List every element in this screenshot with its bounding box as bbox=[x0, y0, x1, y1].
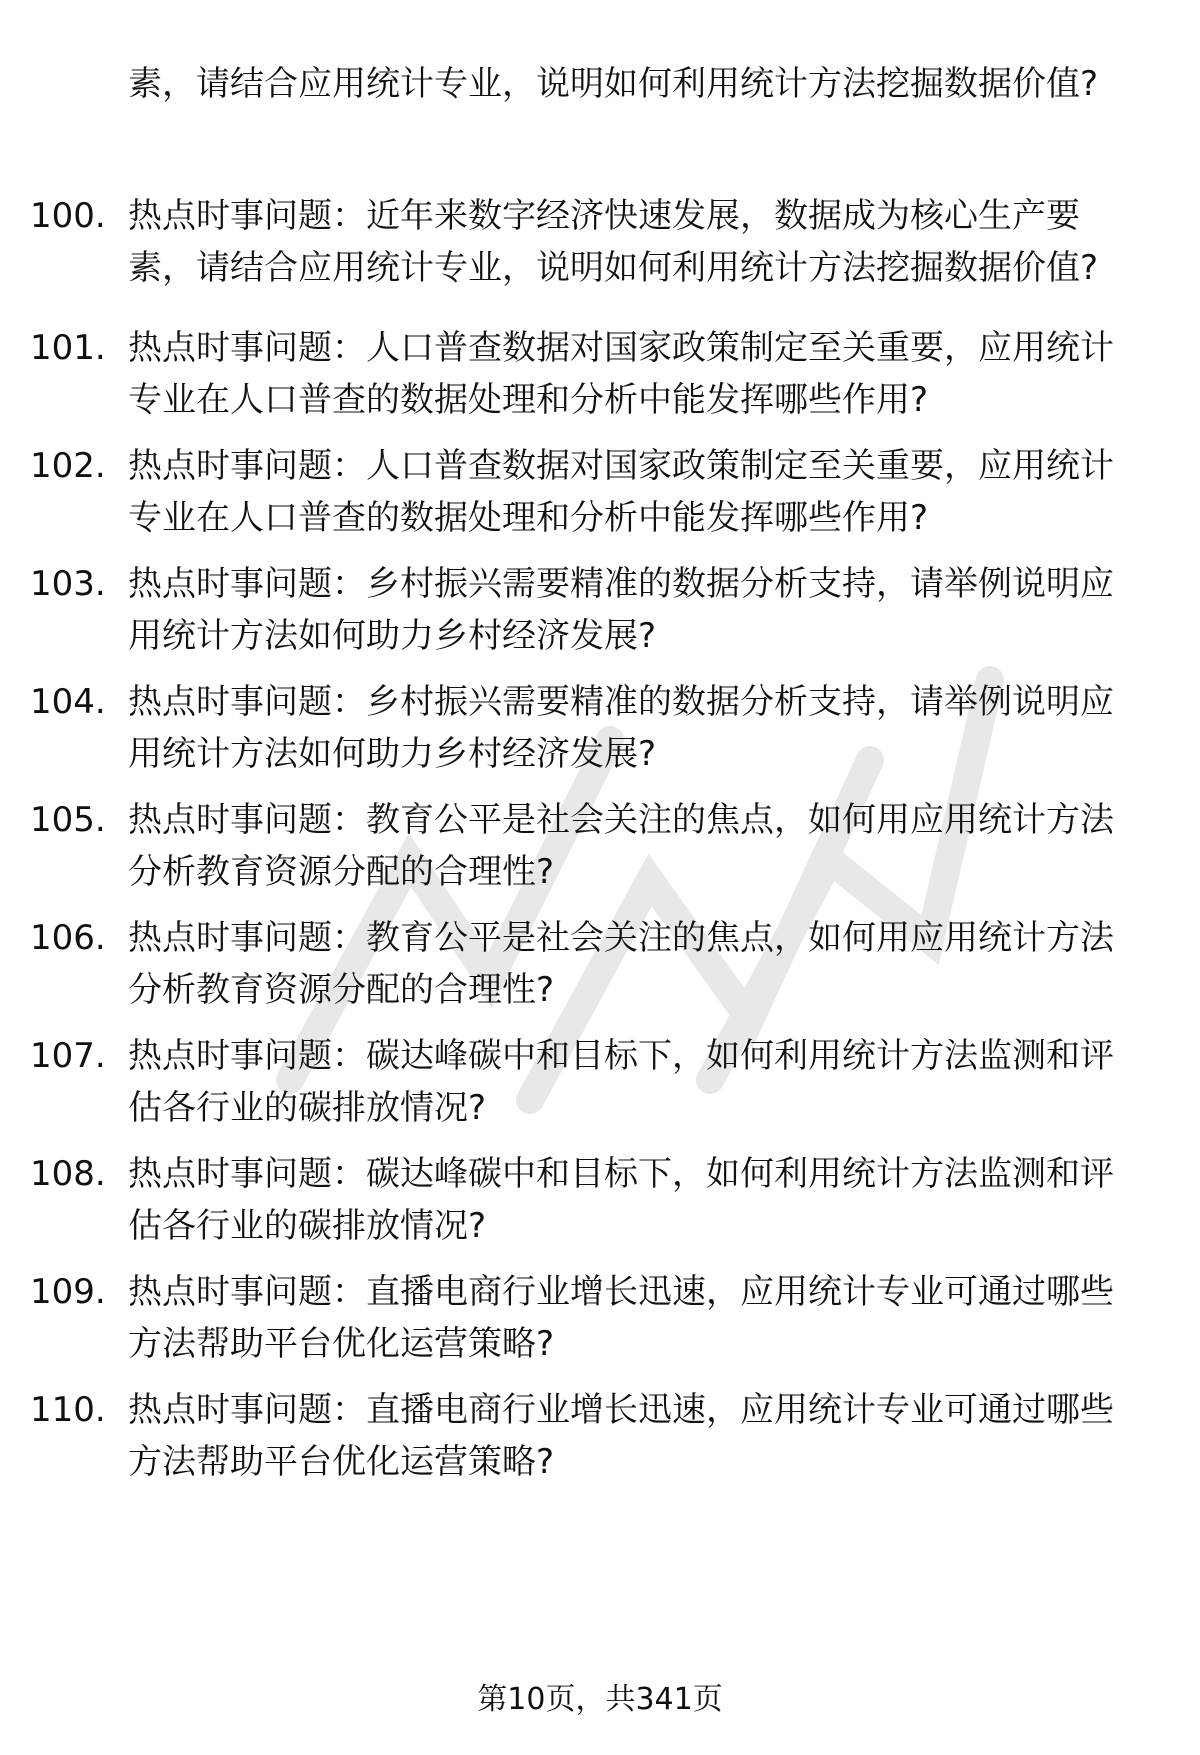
question-text: 热点时事问题：近年来数字经济快速发展，数据成为核心生产要素，请结合应用统计专业，说明如何利用统计方法挖掘数据价值? bbox=[128, 196, 1099, 288]
list-item bbox=[0, 1030, 1200, 1148]
question-text: 热点时事问题：乡村振兴需要精准的数据分析支持，请举例说明应用统计方法如何助力乡村经济发展? bbox=[128, 682, 1114, 774]
list-item bbox=[0, 1266, 1200, 1384]
question-text: 热点时事问题：碳达峰碳中和目标下，如何利用统计方法监测和评估各行业的碳排放情况? bbox=[128, 1154, 1114, 1246]
question-number: 105. bbox=[30, 800, 106, 840]
question-text: 热点时事问题：碳达峰碳中和目标下，如何利用统计方法监测和评估各行业的碳排放情况? bbox=[128, 1036, 1114, 1128]
list-item bbox=[0, 676, 1200, 794]
question-number: 104. bbox=[30, 682, 106, 722]
question-text: 热点时事问题：人口普查数据对国家政策制定至关重要，应用统计专业在人口普查的数据处理和分析中能发挥哪些作用? bbox=[128, 446, 1114, 538]
question-text: 热点时事问题：乡村振兴需要精准的数据分析支持，请举例说明应用统计方法如何助力乡村经济发展? bbox=[128, 564, 1114, 656]
question-number: 107. bbox=[30, 1036, 106, 1076]
question-number: 101. bbox=[30, 328, 106, 368]
question-text: 热点时事问题：直播电商行业增长迅速，应用统计专业可通过哪些方法帮助平台优化运营策略? bbox=[128, 1272, 1114, 1364]
question-number: 108. bbox=[30, 1154, 106, 1194]
list-item bbox=[0, 440, 1200, 558]
list-item bbox=[0, 794, 1200, 912]
list-item bbox=[0, 190, 1200, 322]
list-item bbox=[0, 1384, 1200, 1502]
question-text: 热点时事问题：教育公平是社会关注的焦点，如何用应用统计方法分析教育资源分配的合理性? bbox=[128, 918, 1114, 1010]
question-number: 106. bbox=[30, 918, 106, 958]
question-number: 103. bbox=[30, 564, 106, 604]
question-number: 110. bbox=[30, 1390, 106, 1430]
list-item bbox=[0, 1148, 1200, 1266]
question-text: 热点时事问题：教育公平是社会关注的焦点，如何用应用统计方法分析教育资源分配的合理性? bbox=[128, 800, 1114, 892]
question-number: 100. bbox=[30, 196, 106, 236]
continued-question-text: 素，请结合应用统计专业，说明如何利用统计方法挖掘数据价值? bbox=[128, 64, 1099, 104]
question-list bbox=[0, 190, 1200, 1502]
page-footer: 第10页，共341页 bbox=[477, 1682, 723, 1717]
list-item bbox=[0, 322, 1200, 440]
question-number: 109. bbox=[30, 1272, 106, 1312]
question-number: 102. bbox=[30, 446, 106, 486]
question-text: 热点时事问题：直播电商行业增长迅速，应用统计专业可通过哪些方法帮助平台优化运营策略? bbox=[128, 1390, 1114, 1482]
question-text: 热点时事问题：人口普查数据对国家政策制定至关重要，应用统计专业在人口普查的数据处理和分析中能发挥哪些作用? bbox=[128, 328, 1114, 420]
list-item bbox=[0, 912, 1200, 1030]
list-item bbox=[0, 558, 1200, 676]
